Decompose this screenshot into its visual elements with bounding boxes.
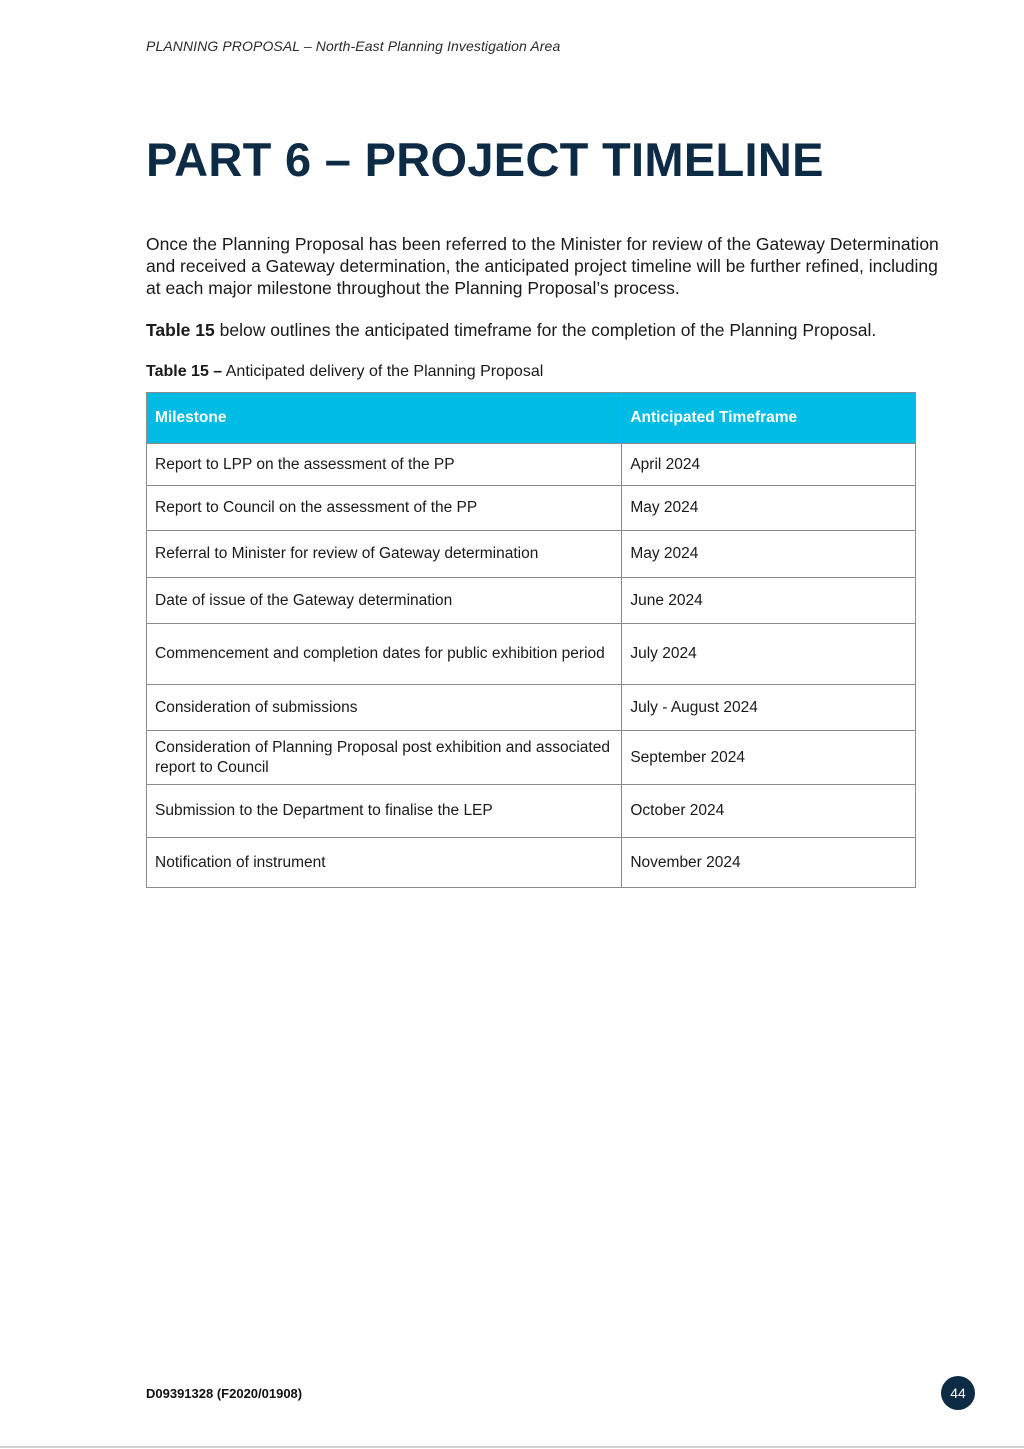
table-row <box>147 531 916 578</box>
table-caption-text: Anticipated delivery of the Planning Proposal <box>222 363 544 380</box>
timeframe-cell: June 2024 <box>622 578 916 624</box>
table-caption <box>146 362 543 382</box>
table-row <box>147 444 916 486</box>
milestone-cell: Report to Council on the assessment of the PP <box>147 486 622 531</box>
timeframe-cell: November 2024 <box>622 838 916 888</box>
page-title: PART 6 – PROJECT TIMELINE <box>146 133 824 186</box>
table-reference-label: Table 15 <box>146 320 215 340</box>
page-number: 44 <box>950 1385 966 1401</box>
milestone-cell: Notification of instrument <box>147 838 622 888</box>
table-reference-text: below outlines the anticipated timeframe for the completion of the Planning Proposal. <box>214 320 877 340</box>
table-row <box>147 486 916 531</box>
milestone-cell: Referral to Minister for review of Gateway determination <box>147 531 622 578</box>
timeframe-cell: July 2024 <box>622 624 916 685</box>
page-bottom-divider <box>0 1446 1024 1448</box>
table-row <box>147 578 916 624</box>
timeframe-cell: May 2024 <box>622 531 916 578</box>
milestone-cell: Submission to the Department to finalise the LEP <box>147 785 622 838</box>
column-header-milestone: Milestone <box>147 393 622 444</box>
table-row <box>147 785 916 838</box>
milestone-cell: Consideration of submissions <box>147 685 622 731</box>
milestone-cell: Consideration of Planning Proposal post exhibition and associated report to Council <box>147 731 622 785</box>
column-header-timeframe: Anticipated Timeframe <box>622 393 916 444</box>
table-row <box>147 685 916 731</box>
table-row <box>147 624 916 685</box>
table-row <box>147 731 916 785</box>
milestone-cell: Date of issue of the Gateway determination <box>147 578 622 624</box>
table-row <box>147 838 916 888</box>
timeframe-cell: October 2024 <box>622 785 916 838</box>
table-caption-label: Table 15 – <box>146 363 223 380</box>
timeframe-cell: July - August 2024 <box>622 685 916 731</box>
table-reference-paragraph <box>146 319 966 341</box>
intro-paragraph: Once the Planning Proposal has been referred to the Minister for review of the Gateway Determination and received a Gateway determination, the anticipated project timeline will be further refined, including at each major milestone throughout the Planning Proposal’s process. <box>146 234 939 298</box>
table-header-row <box>147 393 916 444</box>
running-header: PLANNING PROPOSAL – North-East Planning Investigation Area <box>146 38 561 54</box>
timeframe-cell: May 2024 <box>622 486 916 531</box>
timeframe-cell: April 2024 <box>622 444 916 486</box>
document-reference: D09391328 (F2020/01908) <box>146 1386 303 1401</box>
milestone-cell: Report to LPP on the assessment of the PP <box>147 444 622 486</box>
milestone-cell: Commencement and completion dates for public exhibition period <box>147 624 622 685</box>
timeframe-cell: September 2024 <box>622 731 916 785</box>
timeline-table <box>146 392 916 888</box>
page-number-badge <box>941 1376 975 1410</box>
